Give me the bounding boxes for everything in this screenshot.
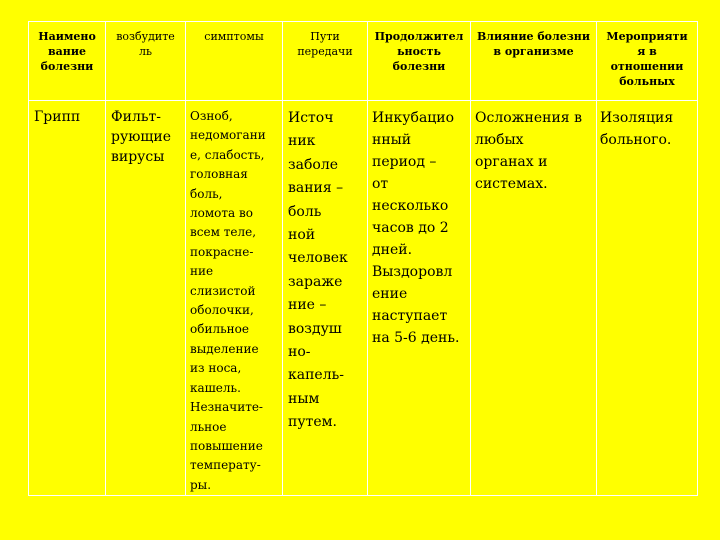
cell-effect: Осложнения в любых органах и системах. <box>471 101 597 496</box>
table-row <box>29 101 698 496</box>
cell-transmission: Источ ник заболе вания – боль ной человек зараже ние – воздуш но- капель- ным путем. <box>283 101 368 496</box>
header-effect: Влияние болезни в организме <box>471 22 597 101</box>
cell-agent: Фильт- рующие вирусы <box>106 101 186 496</box>
header-symptoms: симптомы <box>186 22 283 101</box>
header-transmission: Пути передачи <box>283 22 368 101</box>
header-agent: возбудите ль <box>106 22 186 101</box>
table-header-row <box>29 22 698 101</box>
cell-disease-name: Грипп <box>29 101 106 496</box>
header-disease-name: Наимено вание болезни <box>29 22 106 101</box>
header-measures: Мероприяти я в отношении больных <box>597 22 698 101</box>
cell-measures: Изоляция больного. <box>597 101 698 496</box>
cell-duration: Инкубацио нный период – от несколько часов до 2 дней. Выздоровл ение наступает на 5-6 день. <box>368 101 471 496</box>
cell-symptoms: Озноб, недомогани е, слабость, головная боль, ломота во всем теле, покрасне- ние слизистой оболочки, обильное выделение из носа, кашель. Незначите- льное повышение температу- ры. <box>186 101 283 496</box>
disease-table <box>28 21 698 496</box>
header-duration: Продолжител ьность болезни <box>368 22 471 101</box>
